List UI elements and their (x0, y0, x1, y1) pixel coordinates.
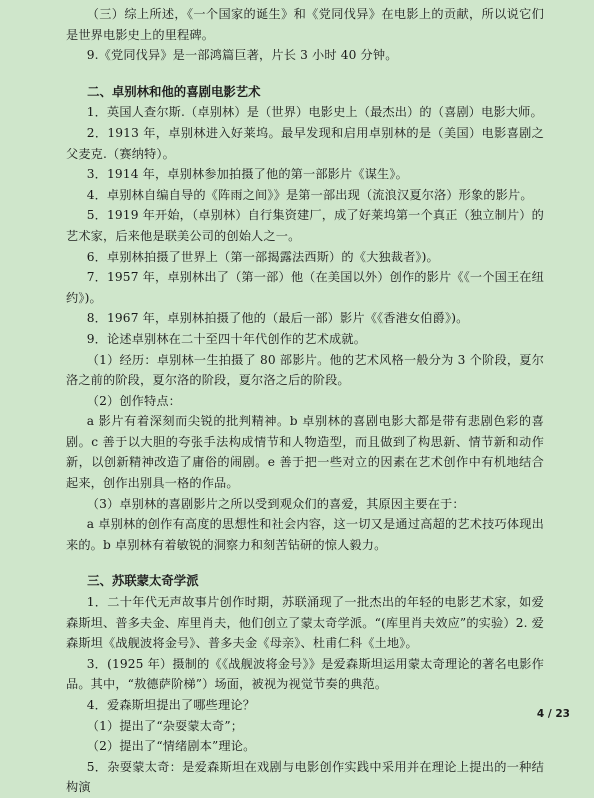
section3-item-3: 3．(1925 年）摄制的《《战舰波将金号》》是爱森斯坦运用蒙太奇理论的著名电影作品。其中，“敖德萨阶梯”）场面，被视为视觉节奏的典范。 (66, 656, 544, 692)
section3-item-5: 5．杂耍蒙太奇：是爱森斯坦在戏剧与电影创作实践中采用并在理论上提出的一种结构演 (66, 759, 544, 795)
section2-item-3: 3．1914 年，卓别林参加拍摄了他的第一部影片《谋生》。 (86, 167, 408, 182)
section1-summary: （三）综上所述，《一个国家的诞生》和《党同伐异》在电影上的贡献，所以说它们是世界电影史上的里程碑。 (66, 7, 544, 42)
section1-item-9: 9.《党同伐异》是一部鸿篇巨著，片长 3 小时 40 分钟。 (86, 48, 398, 63)
section2-item-9: 9．论述卓别林在二十至四十年代创作的艺术成就。 (86, 331, 367, 346)
section2-answer-3-title: （3）卓别林的喜剧影片之所以受到观众们的喜爱，其原因主要在于： (86, 496, 465, 511)
page-number: 4 / 23 (536, 708, 570, 720)
section3-item-4b: （2）提出了“情绪剧本”理论。 (86, 739, 256, 754)
section2-item-2: 2．1913 年，卓别林进入好莱坞。最早发现和启用卓别林的是（美国）电影喜剧之父麦克.（赛纳特）。 (66, 125, 544, 161)
section3-item-4: 4．爱森斯坦提出了哪些理论？ (86, 698, 256, 712)
section2-answer-2-title: （2）创作特点： (86, 393, 182, 408)
section3-item-1: 1．二十年代无声故事片创作时期，苏联涌现了一批杰出的年轻的电影艺术家，如爱森斯坦、普多夫金、库里肖夫，他们创立了蒙太奇学派。“(库里肖夫效应”的实验）2. 爱森斯坦《战舰波将金号》、普多夫金《母亲》、杜甫仁科《土地》。 (66, 595, 544, 651)
section3-item-4a: （1）提出了“杂耍蒙太奇”； (86, 718, 244, 733)
section2-item-5: 5．1919 年开始，（卓别林）自行集资建厂，成了好莱坞第一个真正（独立制片）的艺术家，后来他是联美公司的创始人之一。 (66, 208, 544, 243)
section2-item-8: 8．1967 年，卓别林拍摄了他的（最后一部）影片《《香港女伯爵》)。 (86, 311, 469, 326)
section2-heading: 二、卓别林和他的喜剧电影艺术 (87, 83, 261, 99)
section3-heading: 三、苏联蒙太奇学派 (87, 573, 199, 589)
section-gap (66, 555, 544, 571)
section-gap (66, 66, 544, 82)
section2-item-6: 6．卓别林拍摄了世界上（第一部揭露法西斯）的《大独裁者》)。 (86, 249, 439, 264)
section2-item-7: 7．1957 年，卓别林出了（第一部）他（在美国以外）创作的影片《《一个国王在纽约》)。 (66, 270, 544, 305)
section2-answer-3-body: a 卓别林的创作有高度的思想性和社会内容，这一切又是通过高超的艺术技巧体现出来的。b 卓别林有着敏锐的洞察力和刻苦钻研的惊人毅力。 (66, 517, 544, 552)
section2-answer-1: （1）经历：卓别林一生拍摄了 80 部影片。他的艺术风格一般分为 3 个阶段，夏尔洛之前的阶段，夏尔洛的阶段，夏尔洛之后的阶段。 (66, 352, 544, 388)
section2-item-1: 1．英国人查尔斯.（卓别林）是（世界）电影史上（最杰出）的（喜剧）电影大师。 (86, 105, 543, 120)
section2-answer-2-body: a 影片有着深刻而尖锐的批判精神。b 卓别林的喜剧电影大都是带有悲剧色彩的喜剧。c 善于以大胆的夸张手法构成情节和人物造型，而且做到了构思新、情节新和动作新，以创新精神改造了庸俗的闹剧。e 善于把一些对立的因素在艺术创作中有机地结合起来，创作出别具一格的作品。 (66, 414, 544, 491)
page-content (66, 4, 544, 798)
section2-item-4: 4．卓别林自编自导的《阵雨之间》》是第一部出现（流浪汉夏尔洛）形象的影片。 (86, 187, 533, 202)
